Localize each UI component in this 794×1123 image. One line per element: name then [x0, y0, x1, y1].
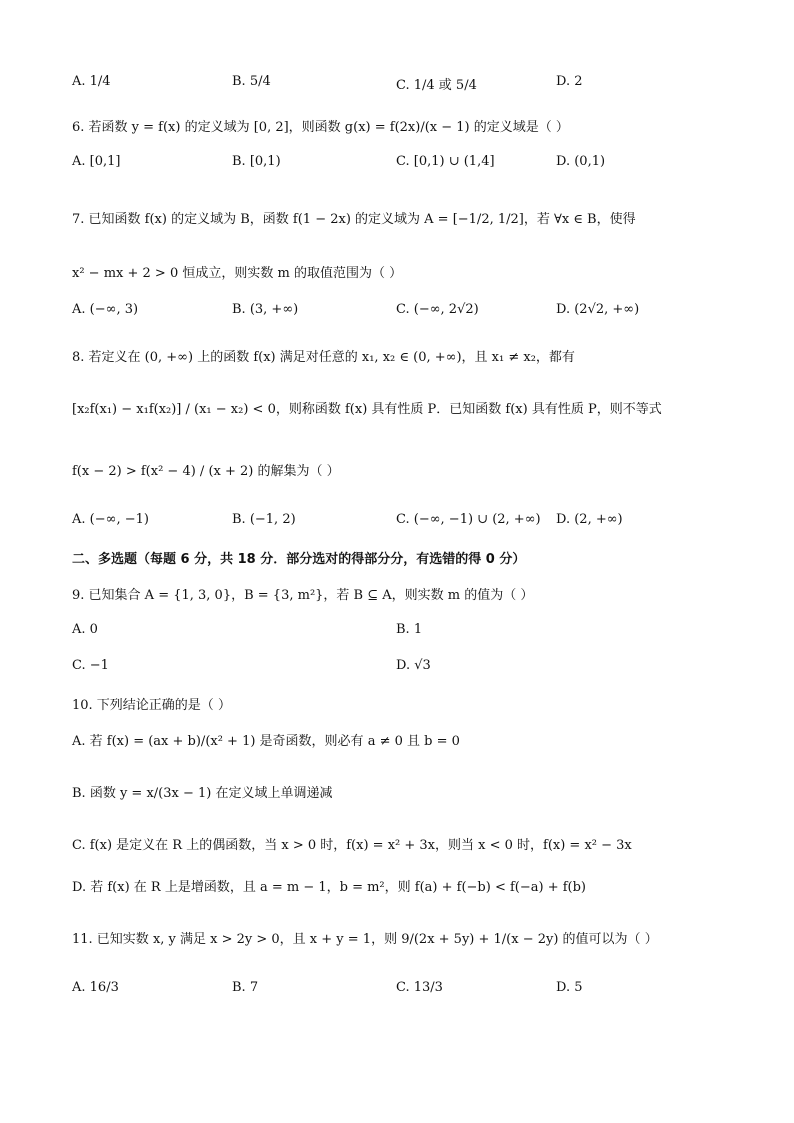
- q6-option-c: C. [0,1) ∪ (1,4]: [396, 154, 495, 169]
- q5-option-c: C. 1/4 或 5/4: [396, 78, 477, 93]
- q8-option-d: D. (2, +∞): [556, 512, 623, 527]
- q10-stem: 10. 下列结论正确的是（ ）: [72, 698, 231, 713]
- q7-stem: 7. 已知函数 f(x) 的定义域为 B，函数 f(1 − 2x) 的定义域为 A = [−1/2, 1/2]，若 ∀x ∈ B，使得: [72, 212, 636, 227]
- q8-stem-condition: [x₂f(x₁) − x₁f(x₂)] / (x₁ − x₂) < 0，则称函数 f(x) 具有性质 P．已知函数 f(x) 具有性质 P，则不等式: [72, 402, 662, 417]
- q9-option-a: A. 0: [72, 622, 98, 637]
- q6-stem: 6. 若函数 y = f(x) 的定义域为 [0, 2]，则函数 g(x) = f(2x)/(x − 1) 的定义域是（ ）: [72, 120, 569, 135]
- q8-option-b: B. (−1, 2): [232, 512, 296, 527]
- q11-stem: 11. 已知实数 x, y 满足 x > 2y > 0，且 x + y = 1，则 9/(2x + 5y) + 1/(x − 2y) 的值可以为（ ）: [72, 932, 658, 947]
- q11-option-b: B. 7: [232, 980, 259, 995]
- q7-option-b: B. (3, +∞): [232, 302, 299, 317]
- q10-option-a: A. 若 f(x) = (ax + b)/(x² + 1) 是奇函数，则必有 a ≠ 0 且 b = 0: [72, 734, 460, 749]
- q7-option-c: C. (−∞, 2√2): [396, 302, 479, 317]
- q9-stem: 9. 已知集合 A = {1, 3, 0}，B = {3, m²}，若 B ⊆ A，则实数 m 的值为（ ）: [72, 588, 534, 603]
- q9-option-b: B. 1: [396, 622, 423, 637]
- q8-option-c: C. (−∞, −1) ∪ (2, +∞): [396, 512, 541, 527]
- q10-option-d: D. 若 f(x) 在 R 上是增函数，且 a = m − 1，b = m²，则 f(a) + f(−b) < f(−a) + f(b): [72, 880, 586, 895]
- q5-option-d: D. 2: [556, 74, 583, 89]
- q6-option-b: B. [0,1): [232, 154, 281, 169]
- q8-stem: 8. 若定义在 (0, +∞) 上的函数 f(x) 满足对任意的 x₁, x₂ ∈ (0, +∞)，且 x₁ ≠ x₂，都有: [72, 350, 575, 365]
- q11-option-d: D. 5: [556, 980, 583, 995]
- q11-option-c: C. 13/3: [396, 980, 443, 995]
- q7-option-d: D. (2√2, +∞): [556, 302, 640, 317]
- q10-option-b: B. 函数 y = x/(3x − 1) 在定义域上单调递减: [72, 786, 333, 801]
- q6-option-a: A. [0,1]: [72, 154, 121, 169]
- section-heading-multiple-choice: 二、多选题（每题 6 分，共 18 分．部分选对的得部分分，有选错的得 0 分）: [72, 552, 526, 567]
- q8-stem-inequality: f(x − 2) > f(x² − 4) / (x + 2) 的解集为（ ）: [72, 464, 340, 479]
- q7-option-a: A. (−∞, 3): [72, 302, 139, 317]
- q10-option-c: C. f(x) 是定义在 R 上的偶函数，当 x > 0 时，f(x) = x² + 3x，则当 x < 0 时，f(x) = x² − 3x: [72, 838, 632, 853]
- q11-option-a: A. 16/3: [72, 980, 119, 995]
- q5-option-a: A. 1/4: [72, 74, 111, 89]
- q9-option-c: C. −1: [72, 658, 109, 673]
- q7-stem-continued: x² − mx + 2 > 0 恒成立，则实数 m 的取值范围为（ ）: [72, 266, 403, 281]
- q6-option-d: D. (0,1): [556, 154, 606, 169]
- q9-option-d: D. √3: [396, 658, 431, 673]
- q8-option-a: A. (−∞, −1): [72, 512, 149, 527]
- q5-option-b: B. 5/4: [232, 74, 271, 89]
